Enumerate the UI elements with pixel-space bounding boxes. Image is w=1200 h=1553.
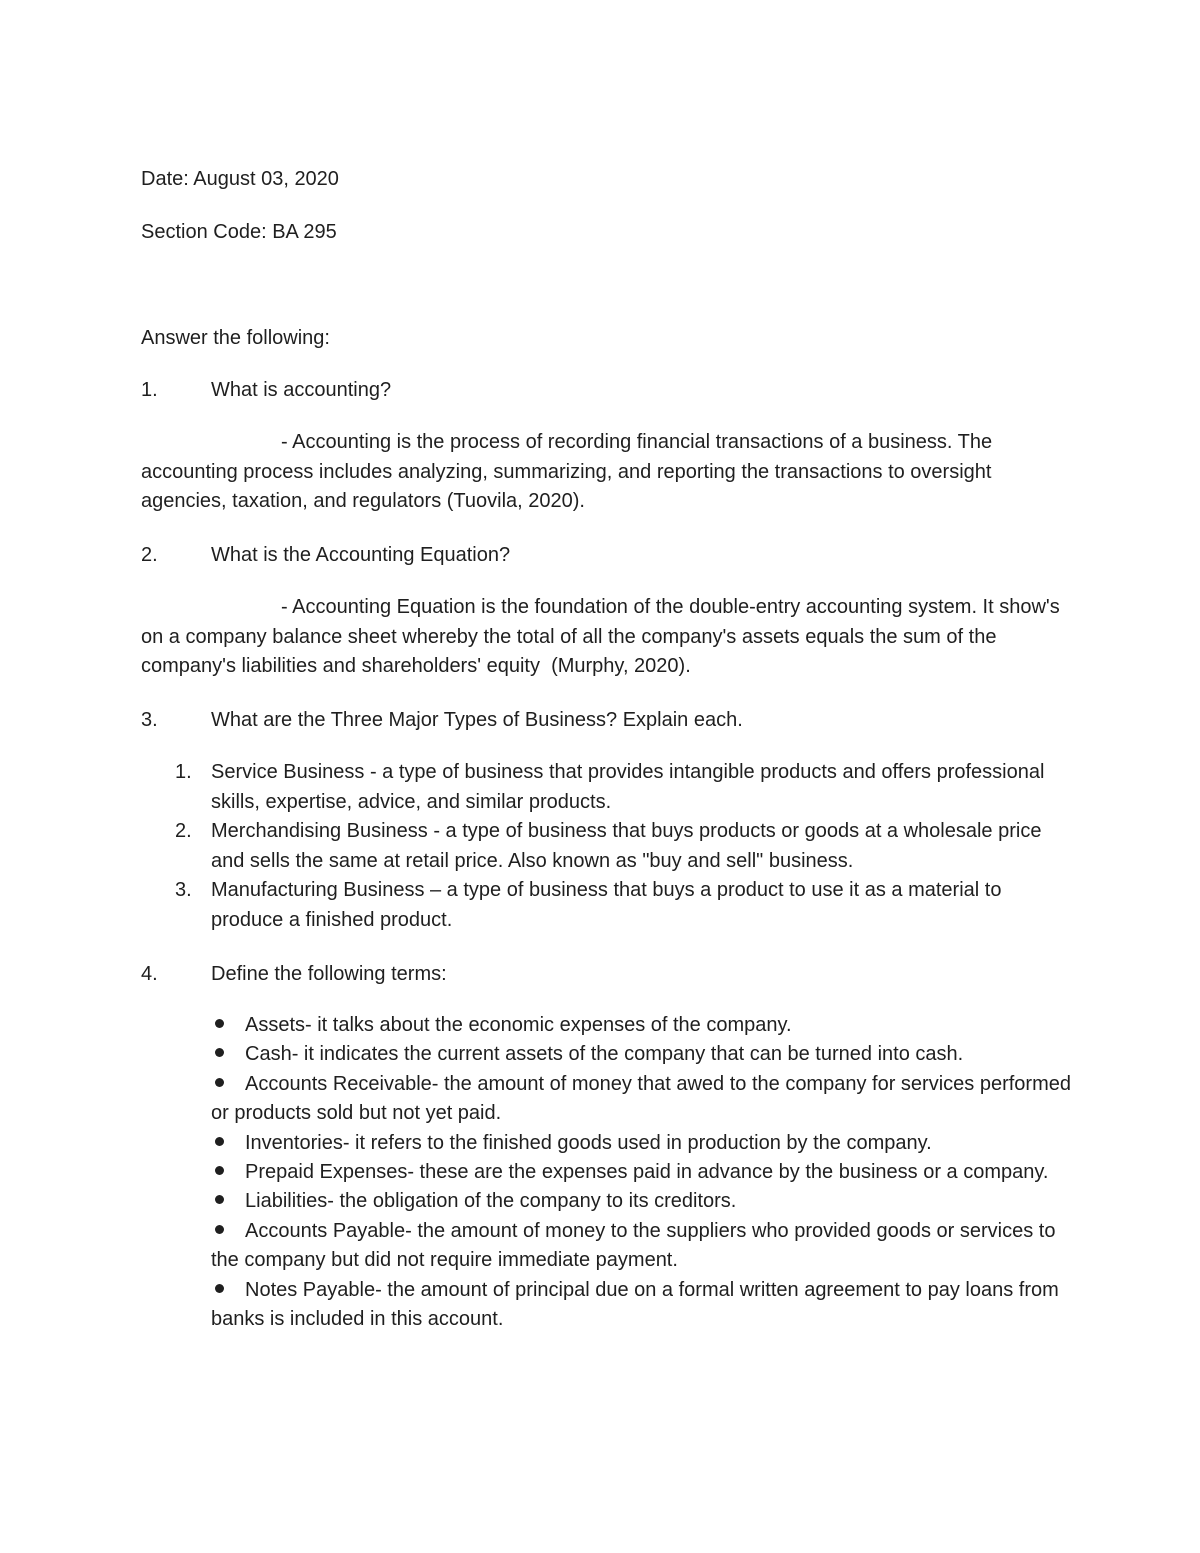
term-text: Cash- it indicates the current assets of the company that can be turned into cash. — [245, 1043, 964, 1066]
question-number: 1. — [141, 379, 158, 401]
question-text: What are the Three Major Types of Business? Explain each. — [211, 709, 743, 731]
bullet-icon — [215, 1048, 224, 1057]
section-code-line: Section Code: BA 295 — [141, 221, 337, 243]
bullet-icon — [215, 1019, 224, 1028]
list-item — [211, 1187, 1071, 1216]
term-text: Inventories- it refers to the finished goods used in production by the company. — [245, 1131, 932, 1154]
bullet-icon — [215, 1166, 224, 1175]
list-item — [211, 1217, 1071, 1276]
list-item-number: 2. — [175, 820, 192, 843]
term-text: Notes Payable- the amount of principal due on a formal written agreement to pay loans from banks is included in this account. — [211, 1278, 1059, 1331]
bullet-icon — [215, 1225, 224, 1234]
terms-list — [211, 1011, 1071, 1334]
list-item — [175, 876, 1075, 935]
bullet-icon — [215, 1284, 224, 1293]
bullet-icon — [215, 1078, 224, 1087]
list-item — [211, 1070, 1071, 1129]
business-types-list — [175, 758, 1075, 936]
answer-text: - Accounting Equation is the foundation of the double-entry accounting system. It show's on a company balance sheet whereby the total of all the company's assets equals the sum of the company's liabilities and shareholders' equity (Murphy, 2020). — [141, 596, 1066, 678]
answer-1 — [141, 428, 1071, 517]
list-item-number: 1. — [175, 761, 192, 783]
list-item-number: 3. — [175, 879, 192, 902]
list-item — [211, 1011, 1071, 1040]
list-item — [175, 817, 1075, 876]
list-item — [211, 1129, 1071, 1158]
question-text: What is the Accounting Equation? — [211, 544, 511, 566]
list-item — [211, 1040, 1071, 1069]
question-text: What is accounting? — [211, 379, 392, 401]
term-text: Liabilities- the obligation of the company to its creditors. — [245, 1190, 737, 1213]
list-item-text: Merchandising Business - a type of business that buys products or goods at a wholesale price and sells the same at retail price. Also known as "buy and sell" business. — [211, 820, 1042, 872]
term-text: Accounts Receivable- the amount of money that awed to the company for services performed or products sold but not yet paid. — [211, 1072, 1071, 1125]
answer-2 — [141, 593, 1071, 682]
question-number: 3. — [141, 709, 158, 731]
list-item-text: Service Business - a type of business that provides intangible products and offers professional skills, expertise, advice, and similar products. — [211, 761, 1045, 813]
question-number: 2. — [141, 544, 158, 566]
term-text: Assets- it talks about the economic expenses of the company. — [245, 1014, 792, 1036]
bullet-icon — [215, 1137, 224, 1146]
date-line: Date: August 03, 2020 — [141, 168, 339, 190]
bullet-icon — [215, 1195, 224, 1204]
answer-text: - Accounting is the process of recording financial transactions of a business. The accounting process includes analyzing, summarizing, and reporting the transactions to oversight agencies, taxation, and regulators (Tuovila, 2020). — [141, 431, 998, 513]
question-number: 4. — [141, 963, 158, 985]
list-item — [175, 758, 1075, 817]
term-text: Accounts Payable- the amount of money to the suppliers who provided goods or services to the company but did not require immediate payment. — [211, 1219, 1056, 1272]
term-text: Prepaid Expenses- these are the expenses paid in advance by the business or a company. — [245, 1161, 1049, 1184]
question-text: Define the following terms: — [211, 963, 447, 985]
list-item-text: Manufacturing Business – a type of business that buys a product to use it as a material to produce a finished product. — [211, 879, 1002, 931]
list-item — [211, 1276, 1071, 1335]
list-item — [211, 1158, 1071, 1187]
instruction-line: Answer the following: — [141, 327, 330, 349]
